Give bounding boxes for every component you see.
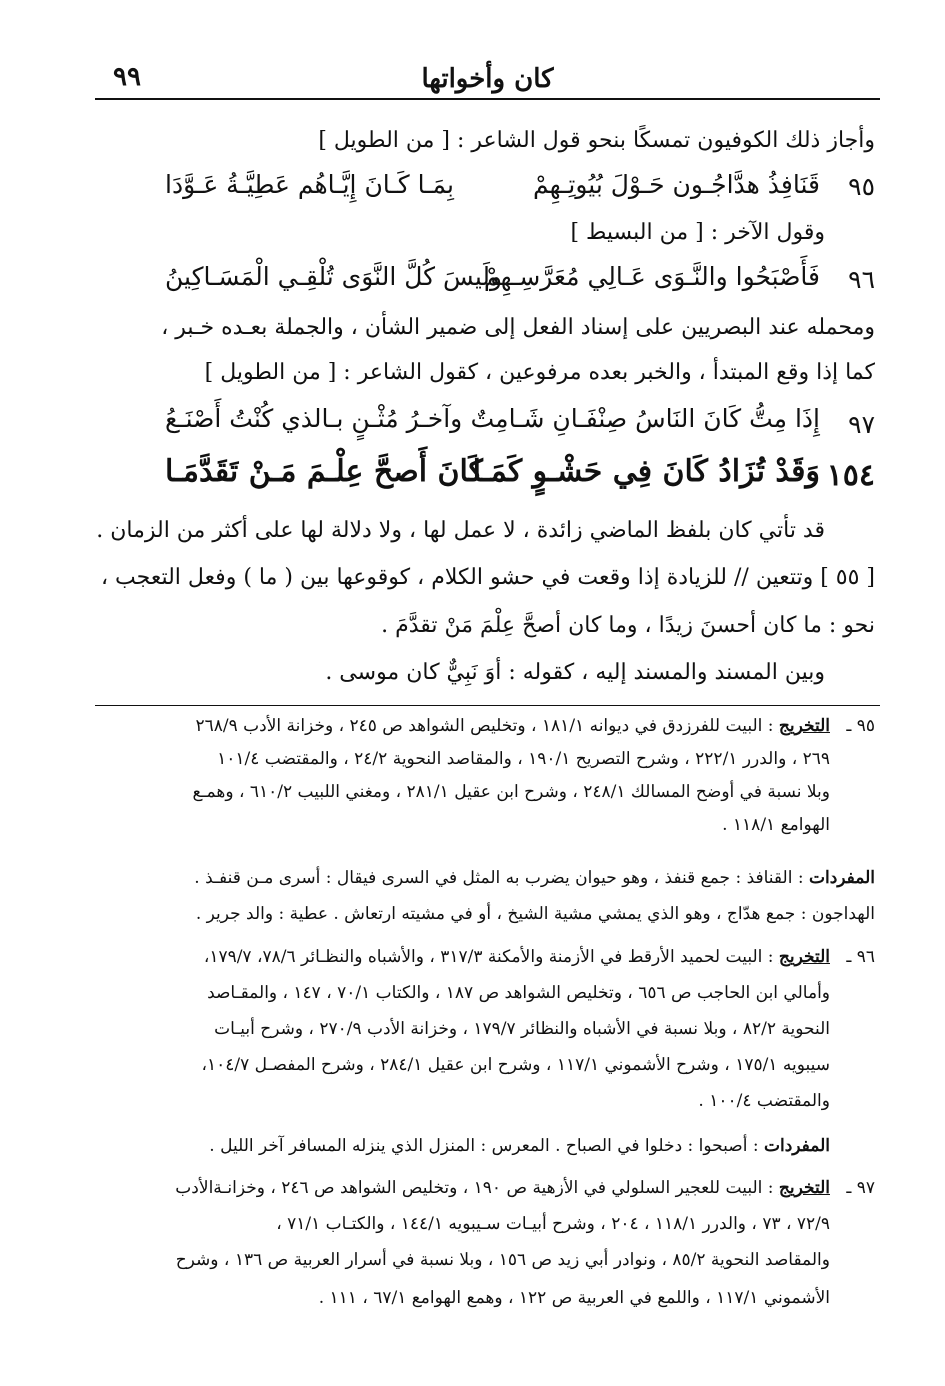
verse-hemistich-first: قَنَافِذُ هدَّاجُـون حَـوْلَ بُيُوتِـهِمْ [532, 170, 820, 199]
paragraph-kufiyyun: وأجاز ذلك الكوفيون تمسكًا بنحو قول الشاعر : [ من الطويل ] [318, 128, 875, 153]
footnote-line: الهداجون : جمع هدّاج ، وهو الذي يمشي مشية الشيخ ، أو في مشيته ارتعاش . عطية : والد جرير . [195, 904, 875, 924]
verse-hemistich-second: بِمَـا كَـانَ إِيَّـاهُم عَطِيَّـةُ عَـوَّدَا [165, 170, 454, 199]
footnote-line: وأمالي ابن الحاجب ص ٦٥٦ ، وتخليص الشواهد ص ١٨٧ ، والكتاب ٧٠/١ ، ١٤٧ ، والمقـاصد [207, 983, 830, 1003]
running-header [95, 58, 880, 100]
verse-hemistich-second: ولَيسَ كُلَّ النَّوَى تُلْقِـي الْمَسَـاكِينُ [165, 262, 503, 291]
footnote-line: وبلا نسبة في أوضح المسالك ٢٤٨/١ ، وشرح ابن عقيل ٢٨١/١ ، ومغني اللبيب ٦١٠/٢ ، وهمـع [192, 782, 830, 802]
verse-hemistich-first: فَأَصْبَحُوا والنَّـوَى عَـالِي مُعَرَّسِـهِمْ [483, 262, 820, 291]
footnote-line: التخريج : البيت للفرزدق في ديوانه ١٨١/١ ، وتخليص الشواهد ص ٢٤٥ ، وخزانة الأدب ٢٦٨/٩ [195, 716, 830, 736]
footnote-line: النحوية ٨٢/٢ ، وبلا نسبة في الأشباه والنظائر ١٧٩/٧ ، وخزانة الأدب ٢٧٠/٩ ، وشرح أبيـات [214, 1019, 830, 1039]
footnote-number: ٩٥ ـ [846, 716, 875, 736]
footnote-line: التخريج : البيت لحميد الأرقط في الأزمنة والأمكنة ٣١٧/٣ ، والأشباه والنظـائر ٧٨/٦، ١٧٩/٧، [203, 947, 830, 967]
paragraph-mubtada: كما إذا وقع المبتدأ ، والخبر بعده مرفوعين ، كقول الشاعر : [ من الطويل ] [204, 360, 875, 385]
footnote-line: الهوامع ١١٨/١ . [722, 815, 830, 835]
verse-hemistich-first: إِذَا مِتُّ كَانَ النَاسُ صِنْفَـانِ شَـامِتٌ [470, 404, 820, 433]
verse-hemistich-second: كَانَ أَصحَّ عِلْـمَ مَـنْ تَقَدَّمَـا [165, 454, 483, 489]
paragraph-other-poet: وقول الآخر : [ من البسيط ] [570, 220, 825, 245]
takhrij-label: التخريج [778, 716, 830, 736]
takhrij-label: التخريج [778, 1178, 830, 1198]
footnote-line: الأشموني ١١٧/١ ، واللمع في العربية ص ١٢٢ ، وهمع الهوامع ٦٧/١ ، ١١١ . [318, 1288, 830, 1308]
verse-hemistich-second: وآخـرُ مُثْـنٍ بـالذي كُنْتُ أَصْنَـعُ [165, 404, 463, 433]
page-number: ٩٩ [113, 62, 141, 92]
verse-number: ١٥٤ [826, 458, 875, 493]
footnote-number: ٩٧ ـ [846, 1178, 875, 1198]
mufradat-label: المفردات [763, 1136, 830, 1156]
footnote-line: والمقاصد النحوية ٨٥/٢ ، ونوادر أبي زيد ص ١٥٦ ، وبلا نسبة في أسرار العربية ص ١٣٦ ، وشرح [175, 1250, 830, 1270]
verse-hemistich-first: وَقَدْ تُزَادُ كَانَ فِي حَشْـوٍ كَمَـا [472, 454, 820, 489]
mufradat-label: المفردات [808, 868, 875, 888]
paragraph-musnad: وبين المسند والمسند إليه ، كقوله : أوَ نَبِيٌّ كان موسى . [325, 660, 825, 685]
footnote-line: التخريج : البيت للعجير السلولي في الأزهية ص ١٩٠ ، وتخليص الشواهد ص ٢٤٦ ، وخزانـةالأدب [175, 1178, 830, 1198]
footnote-separator [95, 705, 880, 706]
verse-number: ٩٧ [848, 410, 875, 439]
paragraph-basriyyun: ومحمله عند البصريين على إسناد الفعل إلى ضمير الشأن ، والجملة بعـده خـبر ، [161, 315, 875, 340]
footnote-line: ٢٦٩ ، والدرر ٢٢٢/١ ، وشرح التصريح ١٩٠/١ ، والمقاصد النحوية ٢٤/٢ ، والمقتضب ١٠١/٤ [217, 749, 830, 769]
paragraph-55: [ ٥٥ ] وتتعين // للزيادة إذا وقعت في حشو الكلام ، كوقوعها بين ( ما ) وفعل التعجب ، [100, 565, 875, 590]
footnote-line: سيبويه ١٧٥/١ ، وشرح الأشموني ١١٧/١ ، وشرح ابن عقيل ٢٨٤/١ ، وشرح المفصـل ١٠٤/٧، [201, 1055, 830, 1075]
paragraph-zaida: قد تأتي كان بلفظ الماضي زائدة ، لا عمل لها ، ولا دلالة لها على أكثر من الزمان . [96, 518, 825, 543]
chapter-title: كان وأخواتها [421, 64, 554, 94]
footnote-line: المفردات : أصبحوا : دخلوا في الصباح . المعرس : المنزل الذي ينزله المسافر آخر الليل . [209, 1136, 830, 1156]
footnote-line: ٧٢/٩ ، ٧٣ ، والدرر ١١٨/١ ، ٢٠٤ ، وشرح أبيـات سـيبويه ١٤٤/١ ، والكتـاب ٧١/١ ، [276, 1214, 830, 1234]
footnote-line: المفردات : القنافذ : جمع قنفذ ، وهو حيوان يضرب به المثل في السرى فيقال : أسرى مـن قنفـذ . [194, 868, 875, 888]
takhrij-label: التخريج [778, 947, 830, 967]
paragraph-example: نحو : ما كان أحسنَ زيدًا ، وما كان أصحَّ عِلْمَ مَنْ تقدَّمَ . [381, 613, 875, 638]
footnote-line: والمقتضب ١٠٠/٤ . [698, 1091, 830, 1111]
footnote-number: ٩٦ ـ [846, 947, 875, 967]
verse-number: ٩٦ [848, 265, 875, 294]
verse-number: ٩٥ [848, 172, 875, 201]
